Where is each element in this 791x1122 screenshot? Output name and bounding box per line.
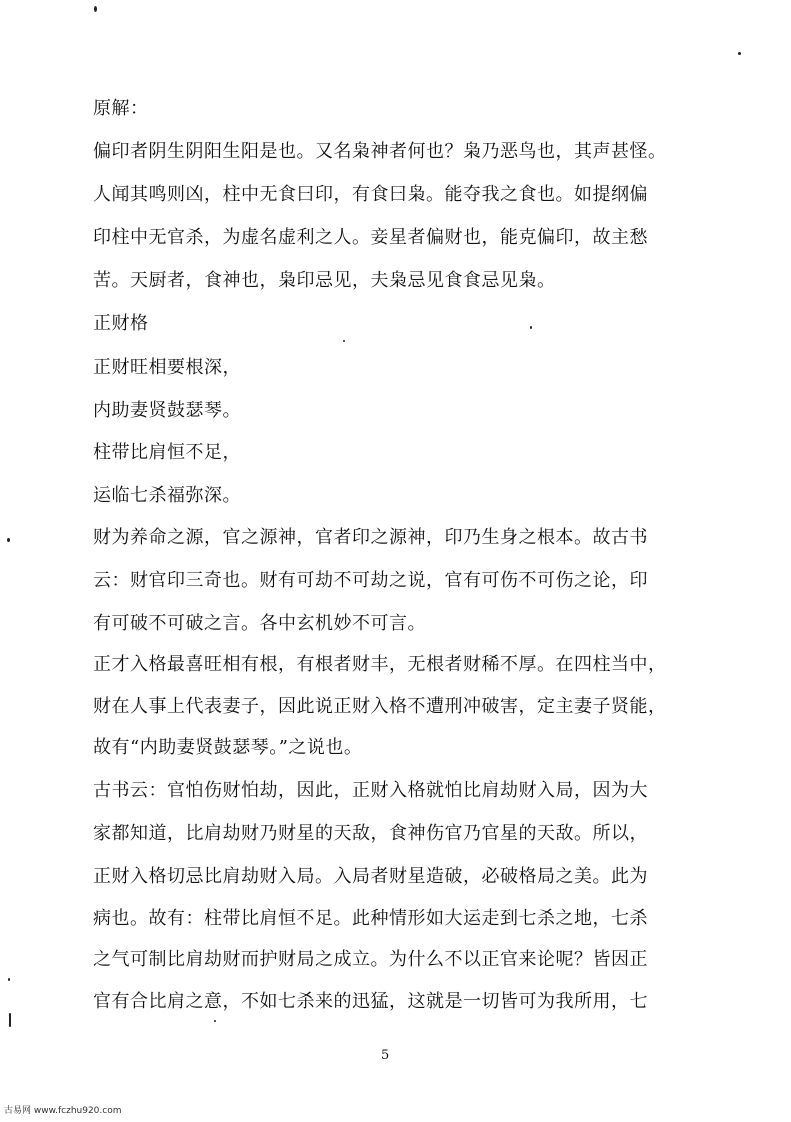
text-line: 财在人事上代表妻子，因此说正财入格不遭刑冲破害，定主妻子贤能， — [93, 696, 667, 717]
scan-speck — [530, 326, 532, 329]
poem-line: 正财旺相要根深， — [93, 357, 241, 378]
text-line: 病也。故有：柱带比肩恒不足。此种情形如大运走到七杀之地，七杀 — [93, 908, 648, 929]
scan-speck — [8, 978, 10, 981]
poem-line: 运临七杀福弥深。 — [93, 485, 241, 506]
text-line: 故有“内助妻贤鼓瑟琴。”之说也。 — [93, 737, 363, 758]
text-line: 有可破不可破之言。各中玄机妙不可言。 — [93, 613, 426, 634]
scan-speck — [738, 52, 741, 55]
text-line: 财为养命之源，官之源神，官者印之源神，印乃生身之根本。故古书 — [93, 527, 648, 548]
poem-line: 柱带比肩恒不足， — [93, 442, 241, 463]
scan-speck — [9, 1013, 11, 1027]
poem-line: 内助妻贤鼓瑟琴。 — [93, 400, 241, 421]
scan-speck — [7, 538, 10, 542]
text-line: 苦。天厨者，食神也，枭印忌见，夫枭忌见食食忌见枭。 — [93, 270, 556, 291]
text-line: 古书云：官怕伤财怕劫，因此，正财入格就怕比肩劫财入局，因为大 — [93, 780, 648, 801]
text-line: 正才入格最喜旺相有根，有根者财丰，无根者财稀不厚。在四柱当中， — [93, 654, 667, 675]
scan-speck — [214, 1020, 216, 1022]
page-number: 5 — [381, 1048, 390, 1063]
text-line: 正财入格切忌比肩劫财入局。入局者财星造破，必破格局之美。此为 — [93, 866, 648, 887]
section-title: 正财格 — [93, 313, 149, 334]
text-line: 印柱中无官杀，为虚名虚利之人。妾星者偏财也，能克偏印，故主愁 — [93, 227, 648, 248]
text-line: 人闻其鸣则凶，柱中无食曰印，有食曰枭。能夺我之食也。如提纲偏 — [93, 184, 648, 205]
footer-watermark: 古易网 www.fczhu920.com — [4, 1106, 122, 1116]
scan-speck — [94, 6, 97, 12]
text-line: 云：财官印三奇也。财有可劫不可劫之说，官有可伤不可伤之论，印 — [93, 570, 648, 591]
text-line: 偏印者阴生阴阳生阳是也。又名枭神者何也？枭乃恶鸟也，其声甚怪。 — [93, 141, 667, 162]
text-line: 官有合比肩之意，不如七杀来的迅猛，这就是一切皆可为我所用，七 — [93, 991, 648, 1012]
scan-speck — [343, 340, 345, 342]
text-line: 之气可制比肩劫财而护财局之成立。为什么不以正官来论呢？皆因正 — [93, 949, 648, 970]
text-line: 家都知道，比肩劫财乃财星的天敌，食神伤官乃官星的天敌。所以， — [93, 823, 648, 844]
section-heading: 原解： — [93, 98, 149, 119]
